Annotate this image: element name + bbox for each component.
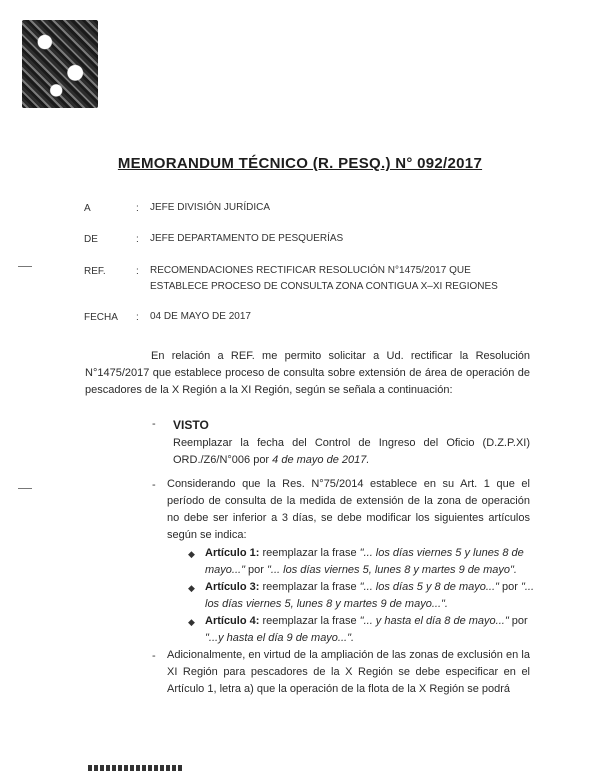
list-bullet: -: [152, 418, 156, 430]
article-label: Artículo 4:: [205, 615, 260, 627]
adicionalmente-paragraph: Adicionalmente, en virtud de la ampliación de las zonas de exclusión en la XI Región para pescadores de la X Región se debe especificar en el Artículo 1, letra a) que la operación de la flota de la X Región se podrá: [167, 649, 530, 695]
government-seal-logo: [22, 20, 98, 108]
header-label: FECHA: [84, 312, 118, 323]
header-label: DE: [84, 234, 98, 245]
header-value: JEFE DIVISIÓN JURÍDICA: [150, 202, 271, 213]
considerando-paragraph: Considerando que la Res. N°75/2014 establece en su Art. 1 que el período de consulta de la medida de extensión de la zona de operación no debe ser inferior a 3 días, se debe modificar los siguientes artículos según se indica:: [167, 478, 530, 541]
header-value: JEFE DEPARTAMENTO DE PESQUERÍAS: [150, 233, 344, 244]
article-text: por: [244, 564, 267, 576]
article-quote-new: "...y hasta el día 9 de mayo...".: [205, 632, 355, 644]
article-quote-old: "... los días viernes 5 y lunes 8 de mayo...": [205, 547, 524, 576]
article-text: reemplazar la frase: [259, 615, 360, 627]
margin-mark: [18, 266, 32, 267]
header-colon: :: [136, 312, 139, 323]
intro-paragraph: En relación a REF. me permito solicitar a Ud. rectificar la Resolución N°1475/2017 que establece proceso de consulta sobre extensión de área de operación de pescadores de la X Región a la XI Región, según se señala a continuación:: [85, 350, 530, 396]
header-label: A: [84, 203, 91, 214]
header-label: REF.: [84, 266, 106, 277]
footer-mark: [88, 765, 184, 771]
list-bullet: -: [152, 650, 156, 662]
article-text: por: [508, 615, 528, 627]
article-item: [205, 613, 537, 647]
header-colon: :: [136, 203, 139, 214]
article-quote-old: "... los días 5 y 8 de mayo...": [359, 581, 499, 593]
article-text: reemplazar la frase: [259, 581, 360, 593]
article-quote-new: "... los días viernes 5, lunes 8 y martes 9 de mayo".: [267, 564, 517, 576]
article-item: [205, 579, 537, 613]
diamond-bullet-icon: ◆: [188, 617, 195, 627]
article-quote-new: "... los días viernes 5, lunes 8 y martes 9 de mayo...".: [205, 581, 535, 610]
visto-text-main: Reemplazar la fecha del Control de Ingreso del Oficio (D.Z.P.XI) ORD./Z6/N°006 por: [173, 437, 530, 466]
article-item: [205, 545, 537, 579]
article-text: por: [498, 581, 521, 593]
article-quote-old: "... y hasta el día 8 de mayo...": [359, 615, 509, 627]
memo-title: MEMORANDUM TÉCNICO (R. PESQ.) N° 092/2017: [117, 155, 483, 172]
visto-date: 4 de mayo de 2017.: [272, 454, 370, 466]
header-colon: :: [136, 266, 139, 277]
header-value: 04 DE MAYO DE 2017: [150, 311, 251, 322]
article-text: reemplazar la frase: [259, 547, 360, 559]
header-value: RECOMENDACIONES RECTIFICAR RESOLUCIÓN N°1475/2017 QUE ESTABLECE PROCESO DE CONSULTA ZONA CONTIGUA X–XI REGIONES: [150, 265, 498, 292]
article-label: Artículo 1:: [205, 547, 260, 559]
visto-text: [173, 435, 530, 469]
diamond-bullet-icon: ◆: [188, 549, 195, 559]
list-bullet: -: [152, 479, 156, 491]
visto-heading: VISTO: [173, 418, 209, 432]
diamond-bullet-icon: ◆: [188, 583, 195, 593]
margin-mark: [18, 488, 32, 489]
article-label: Artículo 3:: [205, 581, 260, 593]
header-colon: :: [136, 234, 139, 245]
